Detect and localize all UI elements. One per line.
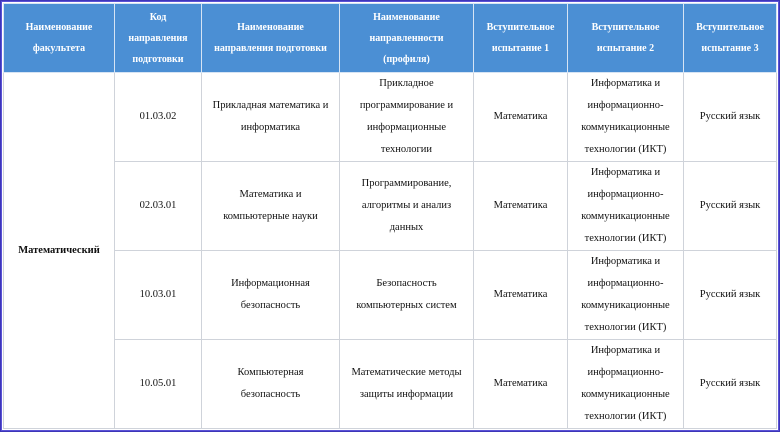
profile-cell: Математические методы защиты информации [340,340,474,429]
header-code: Код направления подготовки [115,4,202,73]
table-row [4,73,777,162]
exam2-cell: Информатика и информационно-коммуникационные технологии (ИКТ) [568,162,684,251]
exam1-cell: Математика [474,73,568,162]
direction-cell: Математика и компьютерные науки [202,162,340,251]
exam3-cell: Русский язык [684,162,777,251]
code-cell: 10.05.01 [115,340,202,429]
exam2-cell: Информатика и информационно-коммуникационные технологии (ИКТ) [568,73,684,162]
exam1-cell: Математика [474,162,568,251]
exam3-cell: Русский язык [684,251,777,340]
table-row [4,162,777,251]
table-header [4,4,777,73]
header-direction: Наименование направления подготовки [202,4,340,73]
exam1-cell: Математика [474,251,568,340]
exam2-cell: Информатика и информационно-коммуникационные технологии (ИКТ) [568,251,684,340]
direction-cell: Информационная безопасность [202,251,340,340]
exam2-cell: Информатика и информационно-коммуникационные технологии (ИКТ) [568,340,684,429]
code-cell: 10.03.01 [115,251,202,340]
exam3-cell: Русский язык [684,73,777,162]
header-exam-3: Вступительное испытание 3 [684,4,777,73]
admissions-table [3,3,777,429]
direction-cell: Прикладная математика и информатика [202,73,340,162]
code-cell: 01.03.02 [115,73,202,162]
profile-cell: Прикладное программирование и информационные технологии [340,73,474,162]
header-exam-1: Вступительное испытание 1 [474,4,568,73]
table-row [4,340,777,429]
code-cell: 02.03.01 [115,162,202,251]
exam1-cell: Математика [474,340,568,429]
profile-cell: Безопасность компьютерных систем [340,251,474,340]
profile-cell: Программирование, алгоритмы и анализ данных [340,162,474,251]
faculty-cell: Математический [4,73,115,429]
header-profile: Наименование направленности (профиля) [340,4,474,73]
header-faculty: Наименование факультета [4,4,115,73]
header-exam-2: Вступительное испытание 2 [568,4,684,73]
header-row [4,4,777,73]
table-row [4,251,777,340]
table-body [4,73,777,429]
direction-cell: Компьютерная безопасность [202,340,340,429]
exam3-cell: Русский язык [684,340,777,429]
